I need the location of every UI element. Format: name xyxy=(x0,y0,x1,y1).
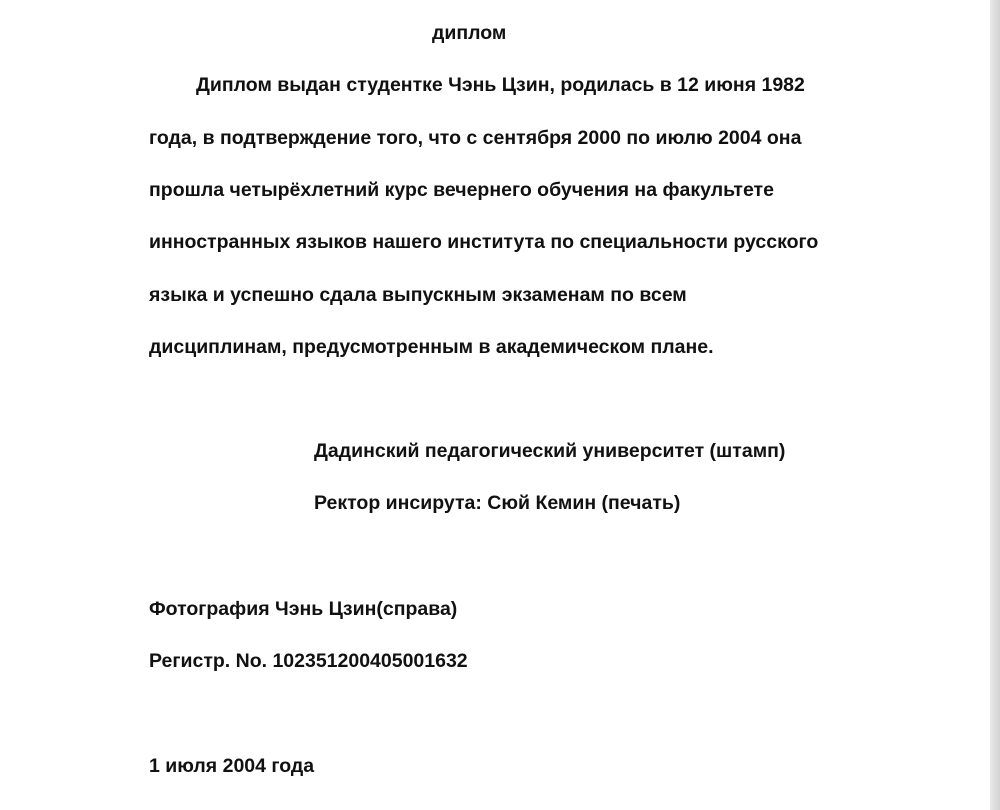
body-line: Диплом выдан студентке Чэнь Цзин, родилась в 12 июня 1982 xyxy=(196,74,805,96)
registration-number: Регистр. No. 10235120040500163​2 xyxy=(149,650,468,672)
issue-date: 1 июля 2004 года xyxy=(149,755,315,777)
body-line: дисциплинам, предусмотренным в академическом плане. xyxy=(149,336,714,358)
body-line: инностранных языков нашего института по специальности русского xyxy=(149,231,819,253)
rector-seal-line: Ректор инсирута: Сюй Кемин (печать) xyxy=(314,492,681,514)
document-title: диплом xyxy=(432,22,507,44)
body-line: прошла четырёхлетний курс вечернего обучения на факультете xyxy=(149,179,774,201)
body-line: года, в подтверждение того, что с сентября 2000 по июлю 2004 она xyxy=(149,127,802,149)
university-stamp-line: Дадинский педагогический университет (штамп) xyxy=(314,440,786,462)
page-edge xyxy=(990,0,1000,810)
photo-note: Фотография Чэнь Цзин(справа) xyxy=(149,598,458,620)
body-line: языка и успешно сдала выпускным экзаменам по всем xyxy=(149,284,687,306)
